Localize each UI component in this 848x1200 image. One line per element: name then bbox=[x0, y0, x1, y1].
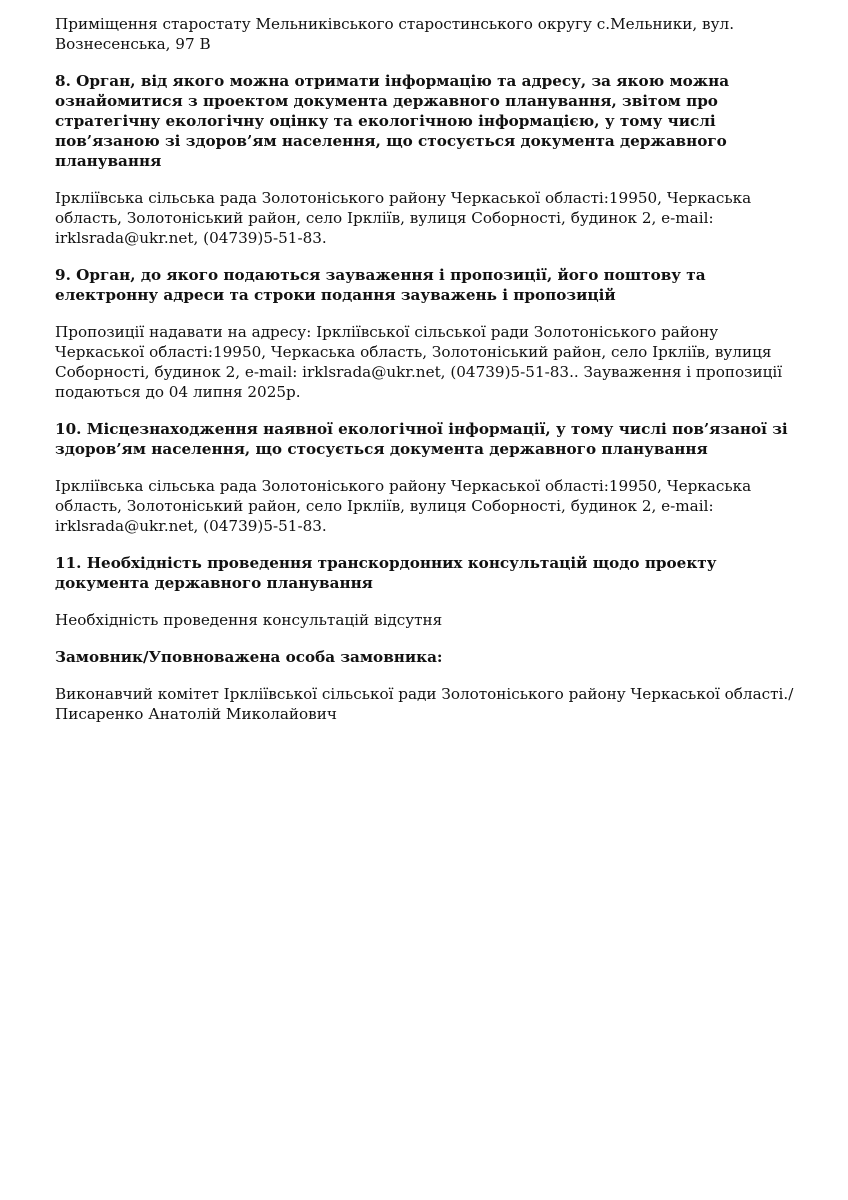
document-page bbox=[55, 14, 800, 741]
section-11-body: Необхідність проведення консультацій відсутня bbox=[55, 611, 443, 629]
section-11-heading: 11. Необхідність проведення транскордонних консультацій щодо проекту документа державного планування bbox=[55, 554, 717, 592]
intro-paragraph: Приміщення старостату Мельниківського старостинського округу с.Мельники, вул. Вознесенська, 97 В bbox=[55, 15, 735, 53]
section-9-heading: 9. Орган, до якого подаються зауваження і пропозиції, його поштову та електронну адреси та строки подання зауважень і пропозицій bbox=[55, 266, 706, 304]
section-10-heading: 10. Місцезнаходження наявної екологічної інформації, у тому числі пов’язаної зі здоров’ям населення, що стосується документа державного планування bbox=[55, 420, 788, 458]
section-10-body: Ірклiївська сільська рада Золотоніського району Черкаської області:19950, Черкаська область, Золотоніський район, село Ірклiїв, вулиця Соборності, будинок 2, e-mail: irklsrada@ukr.net, (04739)5-51-83. bbox=[55, 477, 752, 535]
section-8-body: Іркліївська сільська рада Золотоніського району Черкаської області:19950, Черкаська область, Золотоніський район, село Ірклiїв, вулиця Соборності, будинок 2, e-mail: irklsrada@ukr.net, (04739)5-51-83. bbox=[55, 189, 752, 247]
section-9-body: Пропозиції надавати на адресу: Ірклiївської сільської ради Золотоніського району Черкаської області:19950, Черкаська область, Золотоніський район, село Ірклiїв, вулиця Соборності, будинок 2, e-mail: irklsrada@ukr.net, (04739)5-51-83.. Зауваження і пропозиції подаються до 04 липня 2025р. bbox=[55, 323, 783, 401]
section-8-heading: 8. Орган, від якого можна отримати інформацію та адресу, за якою можна ознайомитися з проектом документа державного планування, звітом про стратегічну екологічну оцінку та екологічною інформацією, у тому числі пов’язаною зі здоров’ям населення, що стосується документа державного планування bbox=[55, 72, 730, 170]
customer-body: Виконавчий комітет Ірклiївської сільської ради Золотоніського району Черкаської області./Писаренко Анатолій Миколайович bbox=[55, 685, 794, 723]
customer-heading: Замовник/Уповноважена особа замовника: bbox=[55, 648, 443, 666]
